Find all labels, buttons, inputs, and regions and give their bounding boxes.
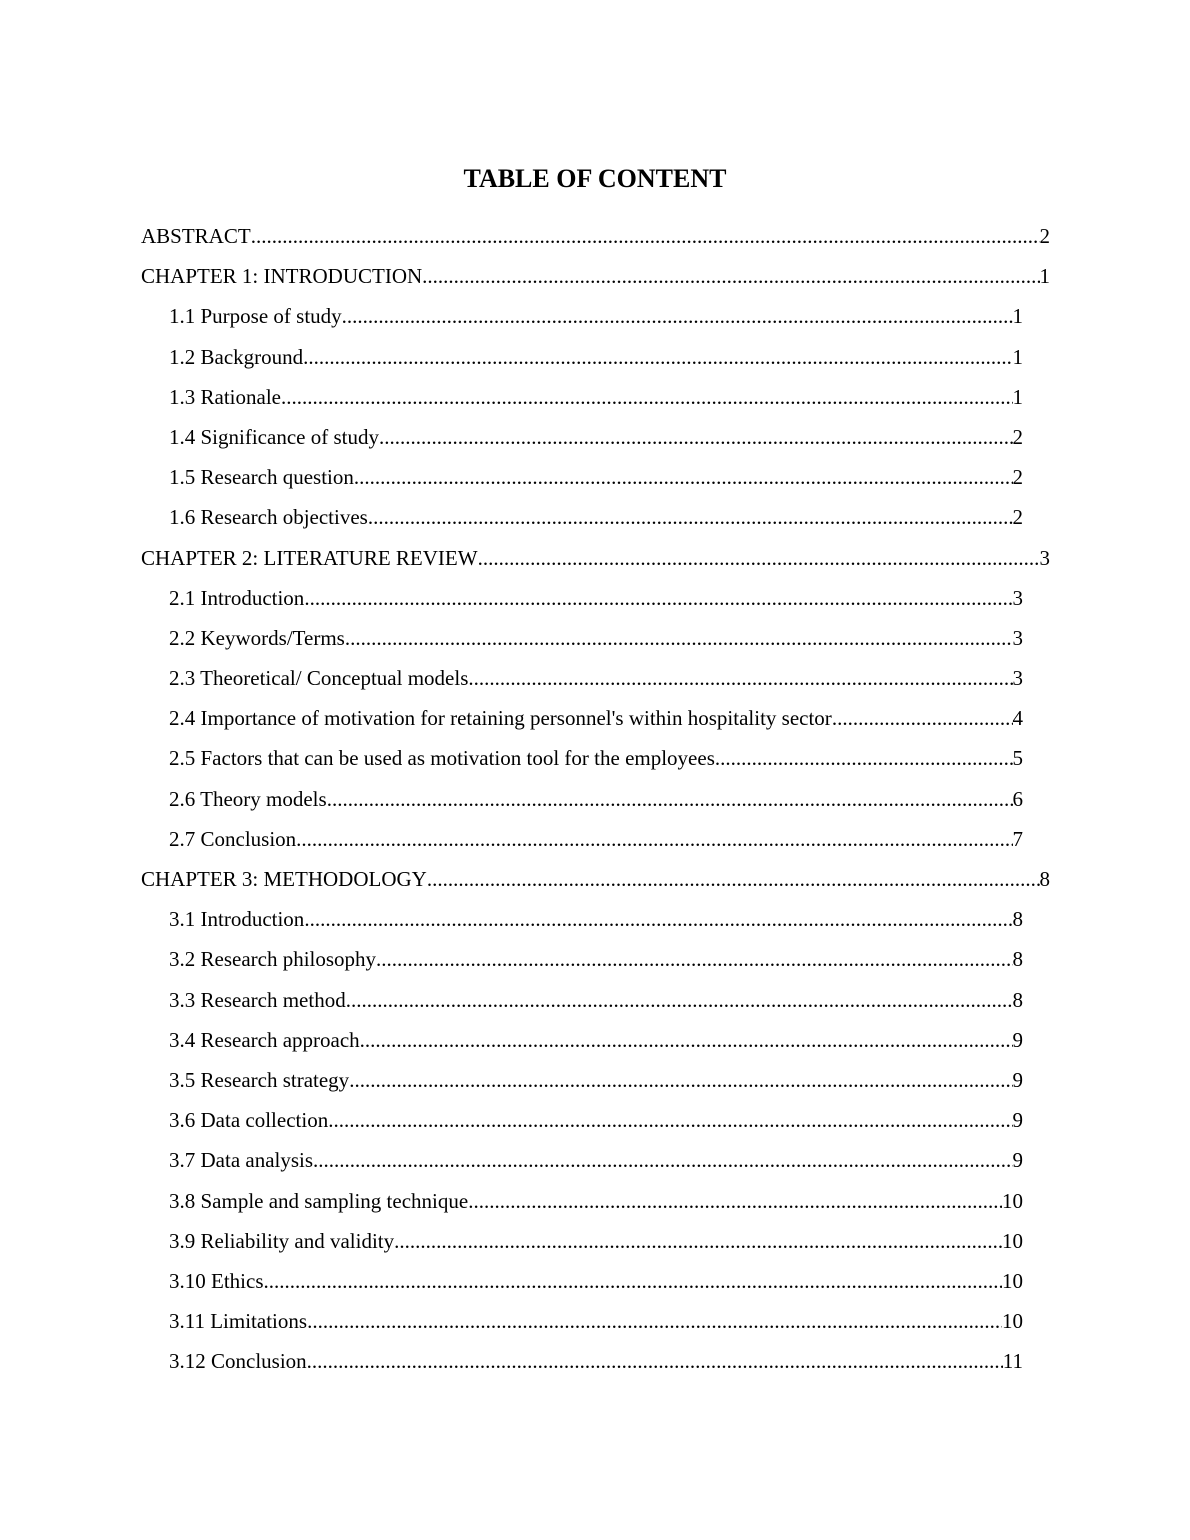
toc-dot-leader bbox=[307, 1341, 1003, 1381]
toc-page-number: 8 bbox=[1012, 907, 1023, 932]
toc-dot-leader bbox=[303, 337, 1012, 377]
toc-page-number: 1 bbox=[1012, 304, 1023, 329]
toc-dot-leader bbox=[313, 1140, 1012, 1180]
toc-chapter-entry[interactable] bbox=[141, 538, 1050, 578]
toc-entry-label: 2.1 Introduction bbox=[169, 585, 305, 610]
toc-dot-leader bbox=[379, 417, 1013, 457]
toc-entry-label: 3.9 Reliability and validity bbox=[169, 1228, 395, 1253]
toc-section-entry[interactable] bbox=[169, 899, 1023, 939]
toc-entry-label: 1.2 Background bbox=[169, 344, 304, 369]
toc-dot-leader bbox=[478, 538, 1040, 578]
toc-dot-leader bbox=[468, 1181, 1002, 1221]
toc-entry-label: CHAPTER 1: INTRODUCTION bbox=[141, 264, 423, 289]
toc-entry-label: 3.4 Research approach bbox=[169, 1027, 360, 1052]
toc-dot-leader bbox=[354, 457, 1013, 497]
toc-page-number: 8 bbox=[1039, 867, 1050, 891]
toc-entry-label: 3.3 Research method bbox=[169, 987, 346, 1012]
toc-page-number: 8 bbox=[1012, 947, 1023, 972]
toc-page-number: 9 bbox=[1012, 1027, 1023, 1052]
toc-chapter-entry[interactable] bbox=[141, 216, 1050, 256]
toc-section-entry[interactable] bbox=[169, 738, 1023, 778]
toc-dot-leader bbox=[360, 1020, 1013, 1060]
toc-entry-label: 3.12 Conclusion bbox=[169, 1349, 307, 1374]
toc-section-entry[interactable] bbox=[169, 1020, 1023, 1060]
toc-dot-leader bbox=[349, 1060, 1012, 1100]
toc-section-entry[interactable] bbox=[169, 819, 1023, 859]
toc-dot-leader bbox=[468, 658, 1012, 698]
toc-section-entry[interactable] bbox=[169, 1341, 1023, 1381]
toc-page-number: 2 bbox=[1012, 424, 1023, 449]
page-title: TABLE OF CONTENT bbox=[463, 164, 727, 193]
toc-section-entry[interactable] bbox=[169, 698, 1023, 738]
toc-dot-leader bbox=[296, 819, 1012, 859]
toc-page-number: 9 bbox=[1012, 1067, 1023, 1092]
toc-section-entry[interactable] bbox=[169, 939, 1023, 979]
toc-section-entry[interactable] bbox=[169, 1181, 1023, 1221]
toc-chapter-entry[interactable] bbox=[141, 859, 1050, 899]
toc-page-number: 10 bbox=[1002, 1309, 1023, 1334]
toc-page-number: 3 bbox=[1012, 585, 1023, 610]
toc-section-entry[interactable] bbox=[169, 1221, 1023, 1261]
toc-dot-leader bbox=[328, 1100, 1012, 1140]
toc-page-number: 7 bbox=[1012, 826, 1023, 851]
toc-section-entry[interactable] bbox=[169, 497, 1023, 537]
toc-entry-label: 3.1 Introduction bbox=[169, 907, 305, 932]
toc-dot-leader bbox=[376, 939, 1012, 979]
toc-section-entry[interactable] bbox=[169, 658, 1023, 698]
toc-entry-label: 2.3 Theoretical/ Conceptual models bbox=[169, 666, 469, 691]
toc-entry-label: 3.2 Research philosophy bbox=[169, 947, 377, 972]
toc-dot-leader bbox=[327, 779, 1013, 819]
toc-entry-label: 2.4 Importance of motivation for retaining personnel's within hospitality sector bbox=[169, 706, 832, 731]
toc-dot-leader bbox=[251, 216, 1040, 256]
toc-page-number: 9 bbox=[1012, 1108, 1023, 1133]
toc-page-number: 1 bbox=[1012, 344, 1023, 369]
toc-page-number: 3 bbox=[1039, 545, 1050, 570]
toc-page-number: 9 bbox=[1012, 1148, 1023, 1173]
toc-dot-leader bbox=[342, 296, 1013, 336]
toc-entry-label: 2.5 Factors that can be used as motivation tool for the employees bbox=[169, 746, 715, 771]
toc-dot-leader bbox=[304, 899, 1012, 939]
toc-dot-leader bbox=[715, 738, 1013, 778]
toc-dot-leader bbox=[264, 1261, 1003, 1301]
toc-page-number: 3 bbox=[1012, 625, 1023, 650]
toc-dot-leader bbox=[346, 980, 1013, 1020]
toc-page-number: 10 bbox=[1002, 1268, 1023, 1293]
toc-dot-leader bbox=[422, 256, 1039, 296]
toc-section-entry[interactable] bbox=[169, 1060, 1023, 1100]
toc-dot-leader bbox=[304, 578, 1012, 618]
toc-section-entry[interactable] bbox=[169, 1301, 1023, 1341]
toc-section-entry[interactable] bbox=[169, 1261, 1023, 1301]
toc-page-number: 4 bbox=[1012, 706, 1023, 731]
toc-section-entry[interactable] bbox=[169, 779, 1023, 819]
toc-section-entry[interactable] bbox=[169, 618, 1023, 658]
toc-entry-label: 1.3 Rationale bbox=[169, 384, 281, 409]
toc-page-number: 1 bbox=[1039, 264, 1050, 289]
toc-page-number: 3 bbox=[1012, 666, 1023, 691]
toc-page-number: 1 bbox=[1012, 384, 1023, 409]
toc-entry-label: 3.10 Ethics bbox=[169, 1268, 264, 1293]
toc-entry-label: ABSTRACT bbox=[141, 224, 251, 248]
toc-section-entry[interactable] bbox=[169, 1140, 1023, 1180]
table-of-contents bbox=[0, 216, 1190, 1381]
toc-section-entry[interactable] bbox=[169, 296, 1023, 336]
toc-entry-label: 2.6 Theory models bbox=[169, 786, 327, 811]
toc-entry-label: 1.4 Significance of study bbox=[169, 424, 379, 449]
toc-section-entry[interactable] bbox=[169, 377, 1023, 417]
toc-dot-leader bbox=[307, 1301, 1002, 1341]
toc-section-entry[interactable] bbox=[169, 1100, 1023, 1140]
toc-entry-label: 3.8 Sample and sampling technique bbox=[169, 1188, 469, 1213]
toc-entry-label: CHAPTER 2: LITERATURE REVIEW bbox=[141, 545, 478, 570]
toc-section-entry[interactable] bbox=[169, 417, 1023, 457]
toc-page-number: 2 bbox=[1012, 505, 1023, 530]
toc-entry-label: CHAPTER 3: METHODOLOGY bbox=[141, 867, 427, 891]
toc-entry-label: 2.7 Conclusion bbox=[169, 826, 297, 851]
toc-section-entry[interactable] bbox=[169, 578, 1023, 618]
toc-entry-label: 3.7 Data analysis bbox=[169, 1148, 314, 1173]
toc-dot-leader bbox=[281, 377, 1013, 417]
toc-page-number: 10 bbox=[1002, 1188, 1023, 1213]
toc-dot-leader bbox=[427, 859, 1040, 899]
toc-dot-leader bbox=[394, 1221, 1002, 1261]
toc-page-number: 6 bbox=[1012, 786, 1023, 811]
toc-dot-leader bbox=[368, 497, 1013, 537]
toc-entry-label: 2.2 Keywords/Terms bbox=[169, 625, 345, 650]
toc-entry-label: 3.6 Data collection bbox=[169, 1108, 329, 1133]
toc-entry-label: 3.11 Limitations bbox=[169, 1309, 308, 1334]
toc-page-number: 5 bbox=[1012, 746, 1023, 771]
toc-page-number: 8 bbox=[1012, 987, 1023, 1012]
toc-entry-label: 1.6 Research objectives bbox=[169, 505, 368, 530]
toc-dot-leader bbox=[832, 698, 1013, 738]
toc-entry-label: 1.5 Research question bbox=[169, 465, 354, 490]
toc-page-number: 2 bbox=[1039, 224, 1050, 248]
toc-entry-label: 1.1 Purpose of study bbox=[169, 304, 342, 329]
toc-chapter-entry[interactable] bbox=[141, 256, 1050, 296]
toc-page-number: 10 bbox=[1002, 1228, 1023, 1253]
toc-section-entry[interactable] bbox=[169, 457, 1023, 497]
toc-dot-leader bbox=[345, 618, 1013, 658]
toc-entry-label: 3.5 Research strategy bbox=[169, 1067, 350, 1092]
toc-section-entry[interactable] bbox=[169, 337, 1023, 377]
toc-section-entry[interactable] bbox=[169, 980, 1023, 1020]
toc-page-number: 11 bbox=[1002, 1349, 1023, 1374]
toc-page-number: 2 bbox=[1012, 465, 1023, 490]
